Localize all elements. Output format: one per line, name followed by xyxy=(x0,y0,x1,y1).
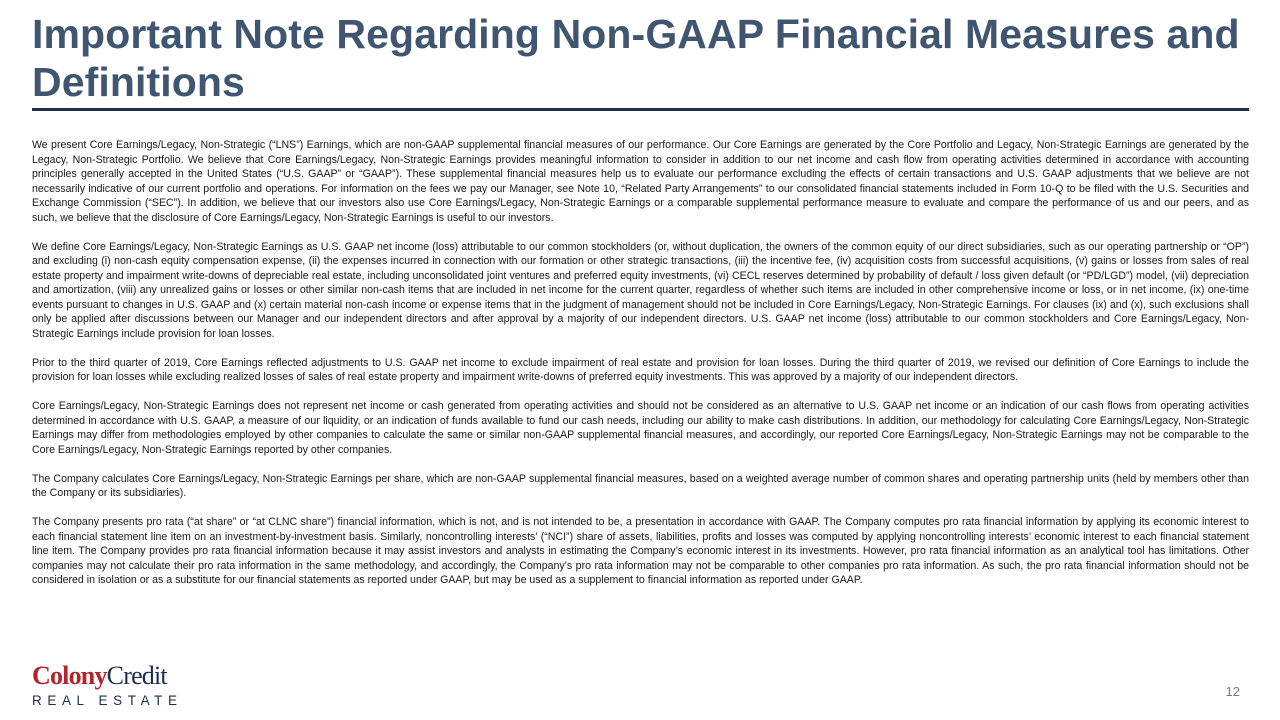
paragraph-pro-rata: The Company presents pro rata (“at share” or “at CLNC share”) financial information, which is not, and is not intended to be, a presentation in accordance with GAAP. The Company computes pro rata financial information by applying its economic interest to each financial statement line item on an investment-by-investment basis. Similarly, noncontrolling interests’ (“NCI”) share of assets, liabilities, profits and losses was computed by applying noncontrolling interests’ economic interest to each financial statement line item. The Company provides pro rata financial information because it may assist investors and analysts in estimating the Company’s economic interest in its investments. However, pro rata financial information as an analytical tool has limitations. Other companies may not calculate their pro rata information in the same methodology, and accordingly, the Company’s pro rata information may not be comparable to other companies pro rata information. As such, the pro rata financial information should not be considered in isolation or as a substitute for our financial statements as reported under GAAP, but may be used as a supplement to financial information as reported under GAAP. xyxy=(32,516,1249,586)
paragraph-per-share: The Company calculates Core Earnings/Legacy, Non-Strategic Earnings per share, which are non-GAAP supplemental financial measures, based on a weighted average number of common shares and operating partnership units (held by members other than the Company or its subsidiaries). xyxy=(32,472,1249,499)
logo-tagline: REAL ESTATE xyxy=(32,693,183,708)
paragraph-limitations: Core Earnings/Legacy, Non-Strategic Earnings does not represent net income or cash generated from operating activities and should not be considered as an alternative to U.S. GAAP net income or an indication of our cash flows from operating activities determined in accordance with U.S. GAAP, a measure of our liquidity, or an indication of funds available to fund our cash needs, including our ability to make cash distributions. In addition, our methodology for calculating Core Earnings/Legacy, Non-Strategic Earnings may differ from methodologies employed by other companies to calculate the same or similar non-GAAP supplemental financial measures, and accordingly, our reported Core Earnings/Legacy, Non-Strategic Earnings may not be comparable to the Core Earnings/Legacy, Non-Strategic Earnings reported by other companies. xyxy=(32,400,1249,456)
paragraph-definition-revision: Prior to the third quarter of 2019, Core Earnings reflected adjustments to U.S. GAAP net income to exclude impairment of real estate and provision for loan losses. During the third quarter of 2019, we revised our definition of Core Earnings to include the provision for loan losses while excluding realized losses of sales of real estate property and impairment write-downs of preferred equity investments. This was approved by a majority of our independent directors. xyxy=(32,356,1249,383)
slide-title: Important Note Regarding Non-GAAP Financial Measures and Definitions xyxy=(32,11,1240,105)
body-text xyxy=(32,138,1249,602)
paragraph-core-earnings-intro: We present Core Earnings/Legacy, Non-Strategic (“LNS”) Earnings, which are non-GAAP supplemental financial measures of our performance. Our Core Earnings are generated by the Core Portfolio and Legacy, Non-Strategic Earnings are generated by the Legacy, Non-Strategic Portfolio. We believe that Core Earnings/Legacy, Non-Strategic Earnings provides meaningful information to consider in addition to our net income and cash flow from operating activities determined in accordance with accounting principles generally accepted in the United States (“U.S. GAAP” or “GAAP”). These supplemental financial measures help us to evaluate our performance excluding the effects of certain transactions and U.S. GAAP adjustments that we believe are not necessarily indicative of our current portfolio and operations. For information on the fees we pay our Manager, see Note 10, “Related Party Arrangements” to our consolidated financial statements included in Form 10-Q to be filed with the U.S. Securities and Exchange Commission (“SEC”). In addition, we believe that our investors also use Core Earnings/Legacy, Non-Strategic Earnings or a comparable supplemental performance measure to evaluate and compare the performance of us and our peers, and as such, we believe that the disclosure of Core Earnings/Legacy, Non-Strategic Earnings is useful to our investors. xyxy=(32,139,1249,224)
company-logo xyxy=(32,661,183,708)
paragraph-core-earnings-definition: We define Core Earnings/Legacy, Non-Strategic Earnings as U.S. GAAP net income (loss) attributable to our common stockholders (or, without duplication, the owners of the common equity of our direct subsidiaries, such as our operating partnership or “OP”) and excluding (i) non-cash equity compensation expense, (ii) the expenses incurred in connection with our formation or other strategic transactions, (iii) the incentive fee, (iv) acquisition costs from successful acquisitions, (v) gains or losses from sales of real estate property and impairment write-downs of depreciable real estate, including unconsolidated joint ventures and preferred equity investments, (vi) CECL reserves determined by probability of default / loss given default (or “PD/LGD”) model, (vii) depreciation and amortization, (viii) any unrealized gains or losses or other similar non-cash items that are included in net income for the current quarter, regardless of whether such items are included in other comprehensive income or loss, or in net income, (ix) one-time events pursuant to changes in U.S. GAAP and (x) certain material non-cash income or expense items that in the judgment of management should not be included in Core Earnings/Legacy, Non-Strategic Earnings. For clauses (ix) and (x), such exclusions shall only be applied after discussions between our Manager and our independent directors and after approval by a majority of our independent directors. U.S. GAAP net income (loss) attributable to our common stockholders and Core Earnings/Legacy, Non-Strategic Earnings include provision for loan losses. xyxy=(32,240,1249,340)
title-divider xyxy=(32,108,1249,111)
logo-wordmark xyxy=(32,661,183,690)
logo-word-credit: Credit xyxy=(106,661,167,690)
logo-word-colony: Colony xyxy=(32,661,107,690)
page-number: 12 xyxy=(1225,684,1240,699)
